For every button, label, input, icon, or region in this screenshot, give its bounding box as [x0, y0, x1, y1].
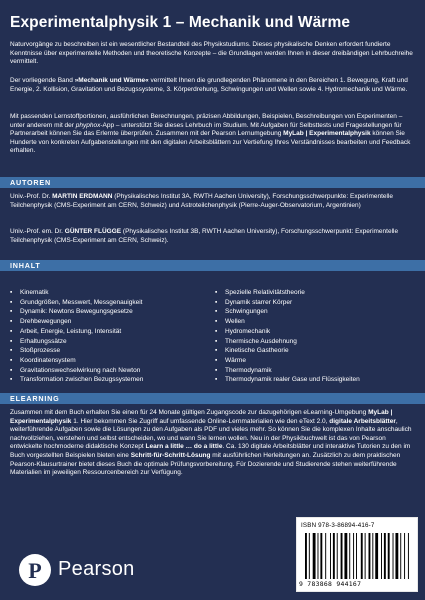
topic-label: Hydromechanik: [225, 327, 271, 335]
bullet-icon: ▪: [10, 356, 13, 364]
topic-label: Wellen: [225, 318, 245, 326]
bullet-icon: ▪: [215, 366, 218, 374]
topic-item: [10, 356, 215, 366]
barcode-digits: 9 783868 944167: [299, 580, 362, 588]
bullet-icon: ▪: [215, 298, 218, 306]
pearson-logo-icon: [18, 553, 52, 587]
topic-column-right: [215, 288, 420, 385]
topic-label: Schwingungen: [225, 308, 268, 316]
bullet-icon: ▪: [215, 327, 218, 335]
section-bar-inhalt: [0, 260, 425, 271]
topic-label: Grundgrößen, Messwert, Messgenauigkeit: [20, 298, 143, 306]
barcode-bar: [349, 533, 350, 579]
topic-item: [215, 366, 420, 376]
bullet-icon: ▪: [10, 298, 13, 306]
isbn-barcode-box: [296, 517, 418, 592]
topic-label: Stoßprozesse: [20, 347, 61, 355]
barcode-bar: [408, 533, 409, 579]
barcode-bar: [309, 533, 310, 579]
topic-label: Gravitationswechselwirkung nach Newton: [20, 366, 141, 374]
barcode-bar: [318, 533, 319, 579]
barcode-bar: [372, 533, 373, 579]
bullet-icon: ▪: [215, 289, 218, 296]
topic-list: [10, 288, 420, 385]
barcode-bar: [384, 533, 386, 579]
bullet-icon: ▪: [10, 289, 13, 296]
barcode-bar: [353, 533, 354, 579]
topic-label: Wärme: [225, 356, 246, 364]
topic-item: [215, 298, 420, 308]
bullet-icon: ▪: [10, 366, 13, 374]
section-bar-autoren: [0, 177, 425, 188]
author-1: Univ.-Prof. Dr. MARTIN ERDMANN (Physikalisches Institut 3A, RWTH Aachen University), Forschungsschwerpunkte: Experimentelle Teilchenphysik (CMS-Experiment am CERN, Schweiz) und Astroteilchenphysik (Pierre-Auger-Observatorium, Argentinien): [10, 193, 394, 209]
barcode-bar: [400, 533, 401, 579]
bullet-icon: ▪: [215, 356, 218, 364]
topic-item: [215, 317, 420, 327]
topic-label: Thermodynamik realer Gase und Flüssigkeiten: [225, 376, 360, 384]
bullet-icon: ▪: [215, 318, 218, 326]
barcode-bar: [325, 533, 326, 579]
section-heading-autoren: AUTOREN: [10, 178, 52, 187]
topic-label: Drehbewegungen: [20, 318, 72, 326]
barcode-bar: [313, 533, 316, 579]
topic-item: [215, 346, 420, 356]
barcode-bar: [333, 533, 335, 579]
topic-label: Spezielle Relativitätstheorie: [225, 289, 305, 296]
bullet-icon: ▪: [10, 337, 13, 345]
topic-item: [215, 327, 420, 337]
barcode-bar: [330, 533, 331, 579]
bullet-icon: ▪: [10, 376, 13, 384]
topic-item: [215, 356, 420, 366]
barcode-bar: [381, 533, 382, 579]
intro-paragraph-2: Der vorliegende Band »Mechanik und Wärme« vermittelt Ihnen die grundlegenden Phänomene in den Bereichen 1. Bewegung, Kraft und Energie, 2. Kollision, Gravitation und Bezugssysteme, 3. Körperdrehung, Schwingungen und Wellen sowie 4. Hydromechanik und Wärme.: [10, 77, 408, 93]
topic-label: Thermodynamik: [225, 366, 272, 374]
topic-label: Kinematik: [20, 289, 49, 296]
topic-label: Transformation zwischen Bezugssystemen: [20, 376, 144, 384]
topic-item: [215, 288, 420, 298]
topic-column-left: [10, 288, 215, 385]
book-title: Experimentalphysik 1 – Mechanik und Wärme: [10, 14, 351, 31]
barcode-bar: [365, 533, 366, 579]
topic-label: Dynamik: Newtons Bewegungsgesetze: [20, 308, 133, 316]
barcode-icon: [305, 533, 409, 579]
barcode-bar: [320, 533, 322, 579]
barcode-bar: [305, 533, 307, 579]
bullet-icon: ▪: [215, 337, 218, 345]
topic-item: [10, 327, 215, 337]
bullet-icon: ▪: [215, 347, 218, 355]
intro-paragraph-3: Mit passenden Lernstoffportionen, ausführlichen Berechnungen, präzisen Abbildungen, Beispielen, Beschreibungen von Experimenten – unter anderem mit der phyphox-App – unterstützt Sie dieses Lehrbuch im Studium. Mit Aufgaben für Selbsttests und Fragestellungen für Partnerarbeit können Sie das Erlernte überprüfen. Zusammen mit der Pearson Lernumgebung MyLab | Experimentalphysik können Sie Hunderte von konkreten Aufgabenstellungen mit den digitalen Arbeitsblättern zur Vertiefung Ihres Verständnisses bearbeiten und Feedback erhalten.: [10, 113, 411, 155]
topic-label: Kinetische Gastheorie: [225, 347, 289, 355]
topic-item: [10, 288, 215, 298]
isbn-label: ISBN 978-3-86894-416-7: [301, 522, 375, 529]
topic-label: Thermische Ausdehnung: [225, 337, 297, 345]
publisher-name: Pearson: [58, 558, 135, 580]
topic-label: Dynamik starrer Körper: [225, 298, 293, 306]
barcode-bar: [388, 533, 390, 579]
barcode-bar: [337, 533, 338, 579]
topic-item: [215, 375, 420, 385]
topic-item: [10, 366, 215, 376]
barcode-bar: [395, 533, 398, 579]
intro-paragraph-1: Naturvorgänge zu beschreiben ist ein wesentlicher Bestandteil des Physikstudiums. Dieses physikalische Denken erfordert fundierte Kenntnisse über experimentelle Methoden und theoretische Konzepte – die Grundlagen werden Ihnen in dieser dreibändigen Lehrbuchreihe vermittelt.: [10, 41, 413, 66]
section-heading-elearning: ELEARNING: [10, 394, 60, 403]
topic-item: [10, 317, 215, 327]
topic-item: [10, 337, 215, 347]
bullet-icon: ▪: [10, 327, 13, 335]
bullet-icon: ▪: [10, 318, 13, 326]
barcode-bar: [344, 533, 347, 579]
barcode-bar: [341, 533, 343, 579]
bullet-icon: ▪: [10, 347, 13, 355]
barcode-bar: [356, 533, 357, 579]
barcode-bar: [375, 533, 378, 579]
section-bar-elearning: [0, 393, 425, 404]
topic-label: Koordinatensystem: [20, 356, 76, 364]
author-2: Univ.-Prof. em. Dr. GÜNTER FLÜGGE (Physikalisches Institut 3B, RWTH Aachen University), Forschungsschwerpunkt: Experimentelle Teilchenphysik (CMS-Experiment am CERN, Schweiz).: [10, 228, 399, 244]
elearning-paragraph: Zusammen mit dem Buch erhalten Sie einen für 24 Monate gültigen Zugangscode zur dazugehörigen eLearning-Umgebung MyLab | Experimentalphysik 1. Hier bekommen Sie Zugriff auf umfassende Online-Lernmaterialien wie den eText 2.0, digitale Arbeitsblätter, weiterführende Aufgaben sowie die Lösungen zu den Aufgaben als PDF und vieles mehr. So können Sie die komplexen Inhalte anschaulich nachvollziehen, verstehen und selbst entscheiden, wo und wann Sie lernen wollen. Neu in der Physikbuchwelt ist das von Pearson entwickelte hochmoderne didaktische Konzept Learn a little … do a little. Ca. 130 digitale Arbeitsblätter und interaktive Tutorien zu den im Buch vorgestellten Beispielen bieten eine Schritt-für-Schritt-Lösung mit ausführlichen Herleitungen an. Zusätzlich zu dem praktischen Pearson-Klausurtrainer bietet dieses Buch die optimale Prüfungsvorbereitung. Für Dozierende und Studierende stehen weiterführende Materialien im jeweiligen Ressourcenbereich zur Verfügung.: [10, 409, 412, 477]
topic-item: [10, 307, 215, 317]
barcode-bar: [404, 533, 405, 579]
topic-item: [215, 337, 420, 347]
topic-label: Arbeit, Energie, Leistung, Intensität: [20, 327, 122, 335]
topic-item: [10, 375, 215, 385]
barcode-bar: [393, 533, 394, 579]
bullet-icon: ▪: [215, 376, 218, 384]
topic-item: [215, 307, 420, 317]
barcode-bar: [361, 533, 363, 579]
topic-item: [10, 298, 215, 308]
topic-item: [10, 346, 215, 356]
bullet-icon: ▪: [10, 308, 13, 316]
topic-label: Erhaltungssätze: [20, 337, 67, 345]
bullet-icon: ▪: [215, 308, 218, 316]
barcode-bar: [369, 533, 371, 579]
section-heading-inhalt: INHALT: [10, 261, 41, 270]
svg-text:P: P: [28, 558, 42, 583]
